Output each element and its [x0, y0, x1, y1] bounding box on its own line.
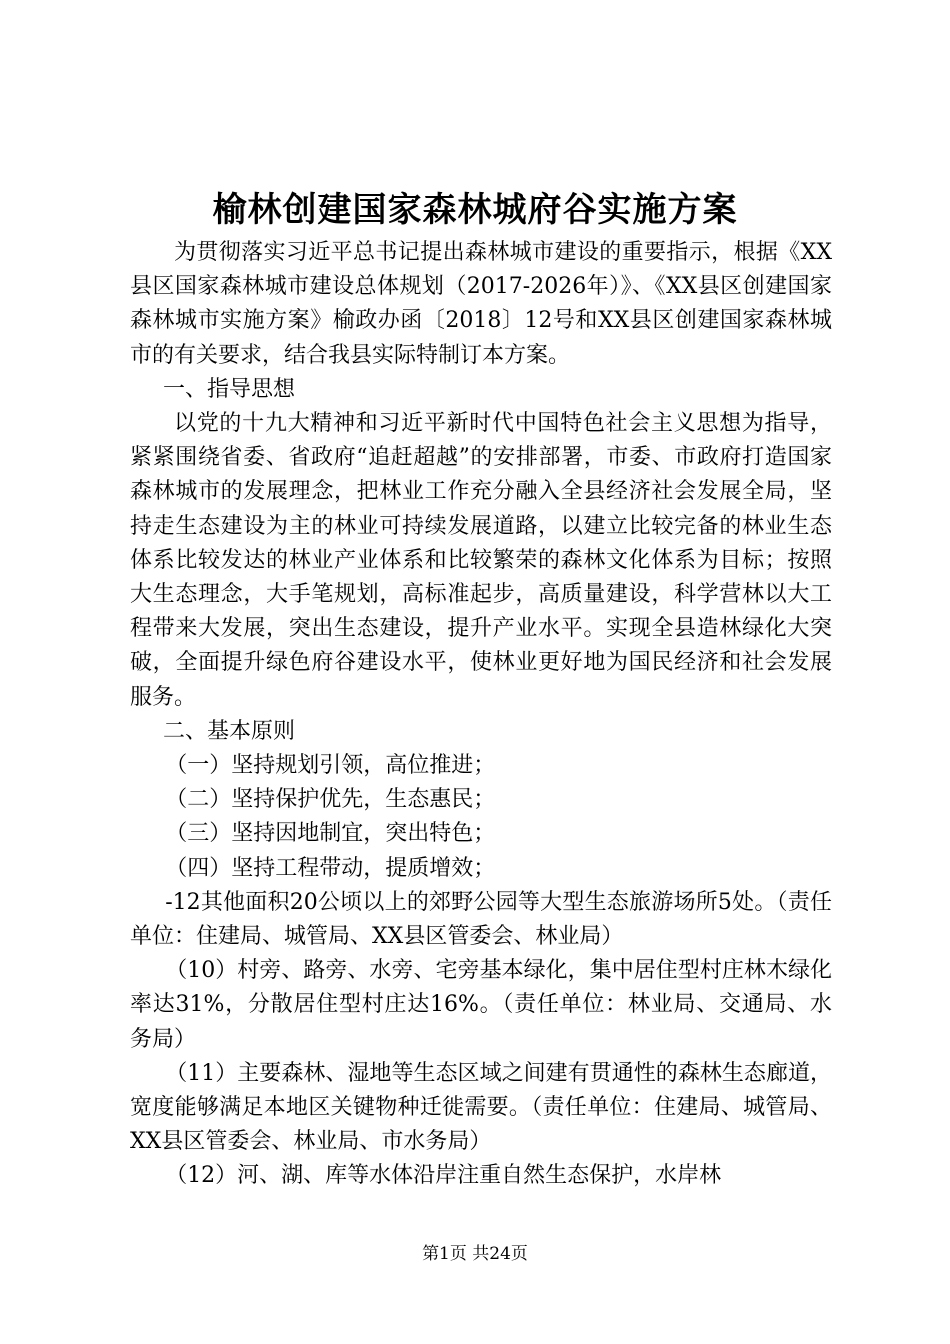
list-item-11: （11）主要森林、湿地等生态区域之间建有贯通性的森林生态廊道，宽度能够满足本地区关键物种迁徙需要。（责任单位：住建局、城管局、XX县区管委会、林业局、市水务局） [130, 1060, 832, 1155]
list-item-12: （12）河、湖、库等水体沿岸注重自然生态保护，水岸林 [165, 1163, 722, 1189]
section-heading-guiding-ideology: 一、指导思想 [163, 376, 296, 402]
guiding-ideology-paragraph: 以党的十九大精神和习近平新时代中国特色社会主义思想为指导，紧紧围绕省委、省政府“追赶超越”的安排部署，市委、市政府打造国家森林城市的发展理念，把林业工作充分融入全县经济社会发展全局，坚持走生态建设为主的林业可持续发展道路，以建立比较完备的林业生态体系比较发达的林业产业体系和比较繁荣的森林文化体系为目标；按照大生态理念，大手笔规划，高标准起步，高质量建设，科学营林以大工程带来大发展，突出生态建设，提升产业水平。实现全县造林绿化大突破，全面提升绿色府谷建设水平，使林业更好地为国民经济和社会发展服务。 [130, 411, 832, 710]
list-item-10: （10）村旁、路旁、水旁、宅旁基本绿化，集中居住型村庄林木绿化率达31%，分散居住型村庄达16%。（责任单位：林业局、交通局、水务局） [130, 958, 832, 1052]
section-heading-basic-principles: 二、基本原则 [163, 718, 296, 744]
page-footer: 第1页 共24页 [422, 1244, 528, 1264]
document-title: 榆林创建国家森林城府谷实施方案 [212, 190, 738, 230]
principle-item-4: （四）坚持工程带动，提质增效； [165, 855, 496, 881]
intro-paragraph: 为贯彻落实习近平总书记提出森林城市建设的重要指示，根据《XX县区国家森林城市建设总体规划（2017-2026年）》、《XX县区创建国家森林城市实施方案》榆政办函〔2018〕12号和XX县区创建国家森林城市的有关要求，结合我县实际特制订本方案。 [130, 240, 832, 368]
list-item-park-sites: -12其他面积20公顷以上的郊野公园等大型生态旅游场所5处。（责任单位：住建局、城管局、XX县区管委会、林业局） [130, 889, 832, 950]
principle-item-2: （二）坚持保护优先，生态惠民； [165, 787, 496, 813]
principle-item-3: （三）坚持因地制宜，突出特色； [165, 821, 496, 847]
document-body [130, 236, 832, 1194]
principle-item-1: （一）坚持规划引领，高位推进； [165, 753, 496, 779]
